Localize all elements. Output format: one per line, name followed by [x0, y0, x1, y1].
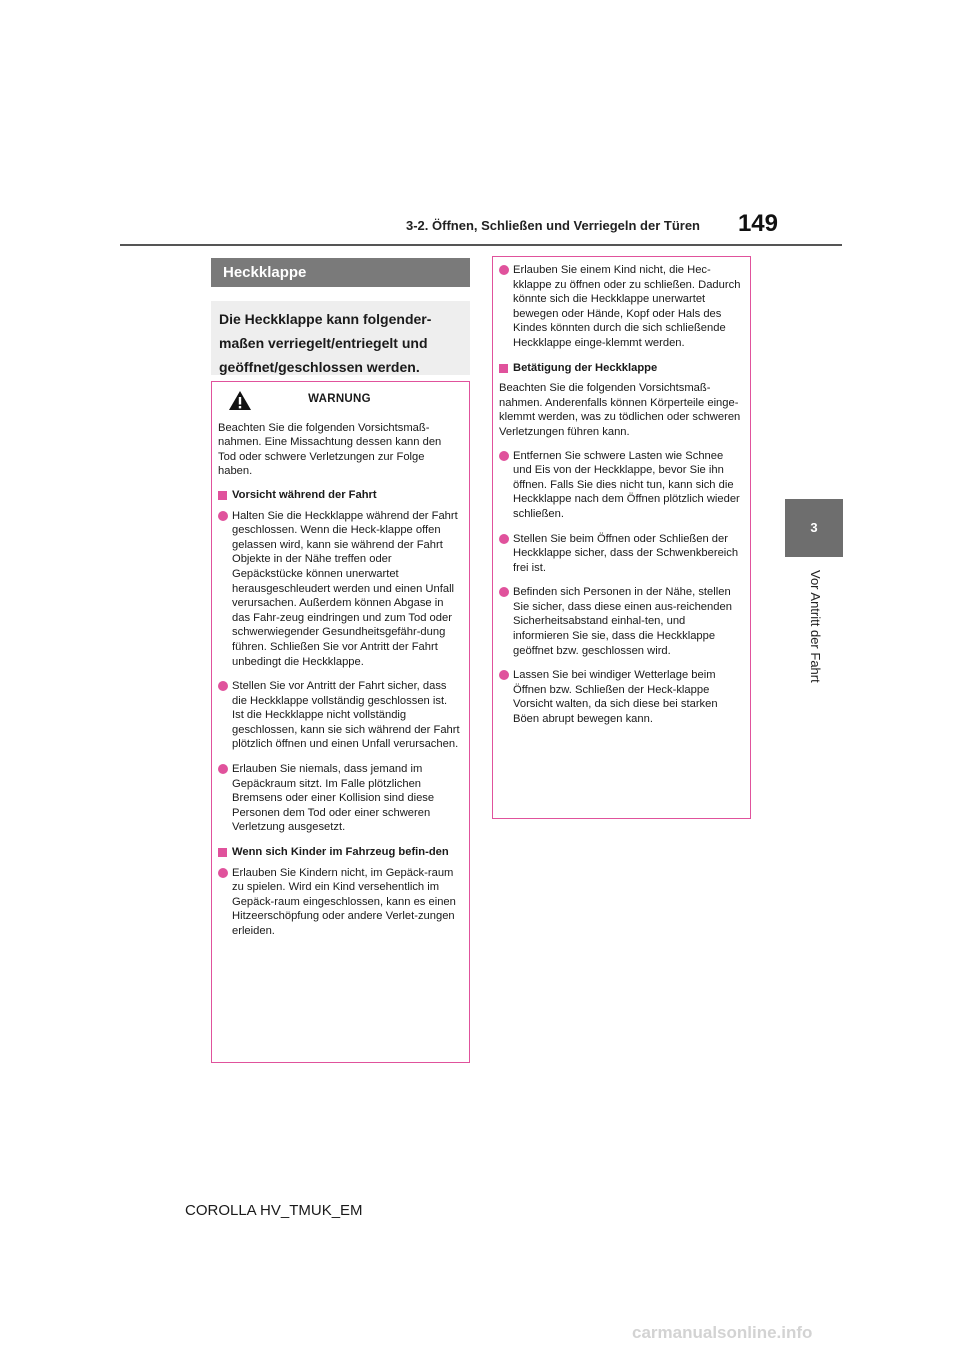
warning-box-left: [211, 381, 470, 1063]
bullet-item: Halten Sie die Heckklappe während der Fahrt geschlossen. Wenn die Heck-klappe offen gelassen wird, kann sie während der Fahrt Objekte in der Nähe treffen oder Gepäckstücke können unerwartet herausgeschleudert werden und einen Unfall verursachen. Außerdem können Abgase in das Fahr-zeug eindringen und zum Tod oder schwerwiegender Gesundheitsgefähr-dung führen. Schließen Sie vor Antritt der Fahrt unbedingt die Heckklappe.: [218, 509, 461, 670]
heading-children: Wenn sich Kinder im Fahrzeug befin-den: [218, 845, 461, 860]
bullet-item: Lassen Sie bei windiger Wetterlage beim Öffnen bzw. Schließen der Heck-klappe Vorsicht walten, da sich diese bei starken Böen abrupt bewegen kann.: [499, 668, 742, 726]
warning-title-text: WARNUNG: [308, 393, 371, 405]
chapter-title-text: Vor Antritt der Fahrt: [808, 570, 823, 683]
bullet-item: Erlauben Sie niemals, dass jemand im Gepäckraum sitzt. Im Falle plötzlichen Bremsens oder einer Kollision sind diese Personen dem Tod oder einer schweren Verletzung ausgesetzt.: [218, 762, 461, 835]
operation-intro: Beachten Sie die folgenden Vorsichtsmaß-nahmen. Anderenfalls können Körperteile einge-klemmt werden, was zu tödlichen oder schweren Verletzungen führen kann.: [499, 382, 741, 438]
header-divider: [120, 244, 842, 246]
intro-box: Die Heckklappe kann folgender-maßen verriegelt/entriegelt und geöffnet/geschlossen werden.: [211, 301, 470, 375]
bullet-item: Entfernen Sie schwere Lasten wie Schnee und Eis von der Heckklappe, bevor Sie ihn öffnen. Falls Sie dies nicht tun, kann sich die Heckklappe nach dem Öffnen plötzlich wieder schließen.: [499, 449, 742, 522]
chapter-title-vertical: [803, 570, 827, 710]
heading-tailgate-operation: Betätigung der Heckklappe: [499, 361, 742, 376]
chapter-number-tab: 3: [785, 499, 843, 557]
warning-triangle-icon: [228, 390, 252, 411]
page-number: 149: [737, 210, 778, 237]
warning-intro: Beachten Sie die folgenden Vorsichtsmaß-nahmen. Eine Missachtung dessen kann den Tod oder schwere Verletzungen zur Folge haben.: [218, 421, 442, 478]
bullet-item: Befinden sich Personen in der Nähe, stellen Sie sicher, dass diese einen aus-reichenden Sicherheitsabstand einhal-ten, und informieren Sie sie, dass die Heckklappe geöffnet bzw. geschlossen wird.: [499, 585, 742, 658]
footer-model-code: COROLLA HV_TMUK_EM: [185, 1202, 363, 1219]
section-header: 3-2. Öffnen, Schließen und Verriegeln der Türen: [405, 218, 700, 233]
bullet-item: Erlauben Sie einem Kind nicht, die Hec-kklappe zu öffnen oder zu schließen. Dadurch könnte sich die Heckklappe unerwartet bewegen oder Hände, Kopf oder Hals des Kindes könnten durch die sich schließende Heckklappe einge-klemmt werden.: [499, 263, 742, 351]
heading-driving-caution: Vorsicht während der Fahrt: [218, 488, 461, 503]
warning-box-right: [492, 256, 751, 819]
warning-title: [218, 392, 461, 407]
bullet-item: Stellen Sie vor Antritt der Fahrt sicher, dass die Heckklappe vollständig geschlossen ist. Ist die Heckklappe nicht vollständig geschlossen, kann sie sich während der Fahrt plötzlich öffnen und einen Unfall verursachen.: [218, 679, 461, 752]
bullet-item: Erlauben Sie Kindern nicht, im Gepäck-raum zu spielen. Wird ein Kind versehentlich im Gepäck-raum eingeschlossen, kann es einen Hitzeerschöpfung oder andere Verlet-zungen erleiden.: [218, 866, 461, 939]
bullet-item: Stellen Sie beim Öffnen oder Schließen der Heckklappe sicher, dass der Schwenkbereich frei ist.: [499, 532, 742, 576]
watermark: carmanualsonline.info: [632, 1323, 813, 1342]
section-title: Heckklappe: [211, 258, 470, 287]
